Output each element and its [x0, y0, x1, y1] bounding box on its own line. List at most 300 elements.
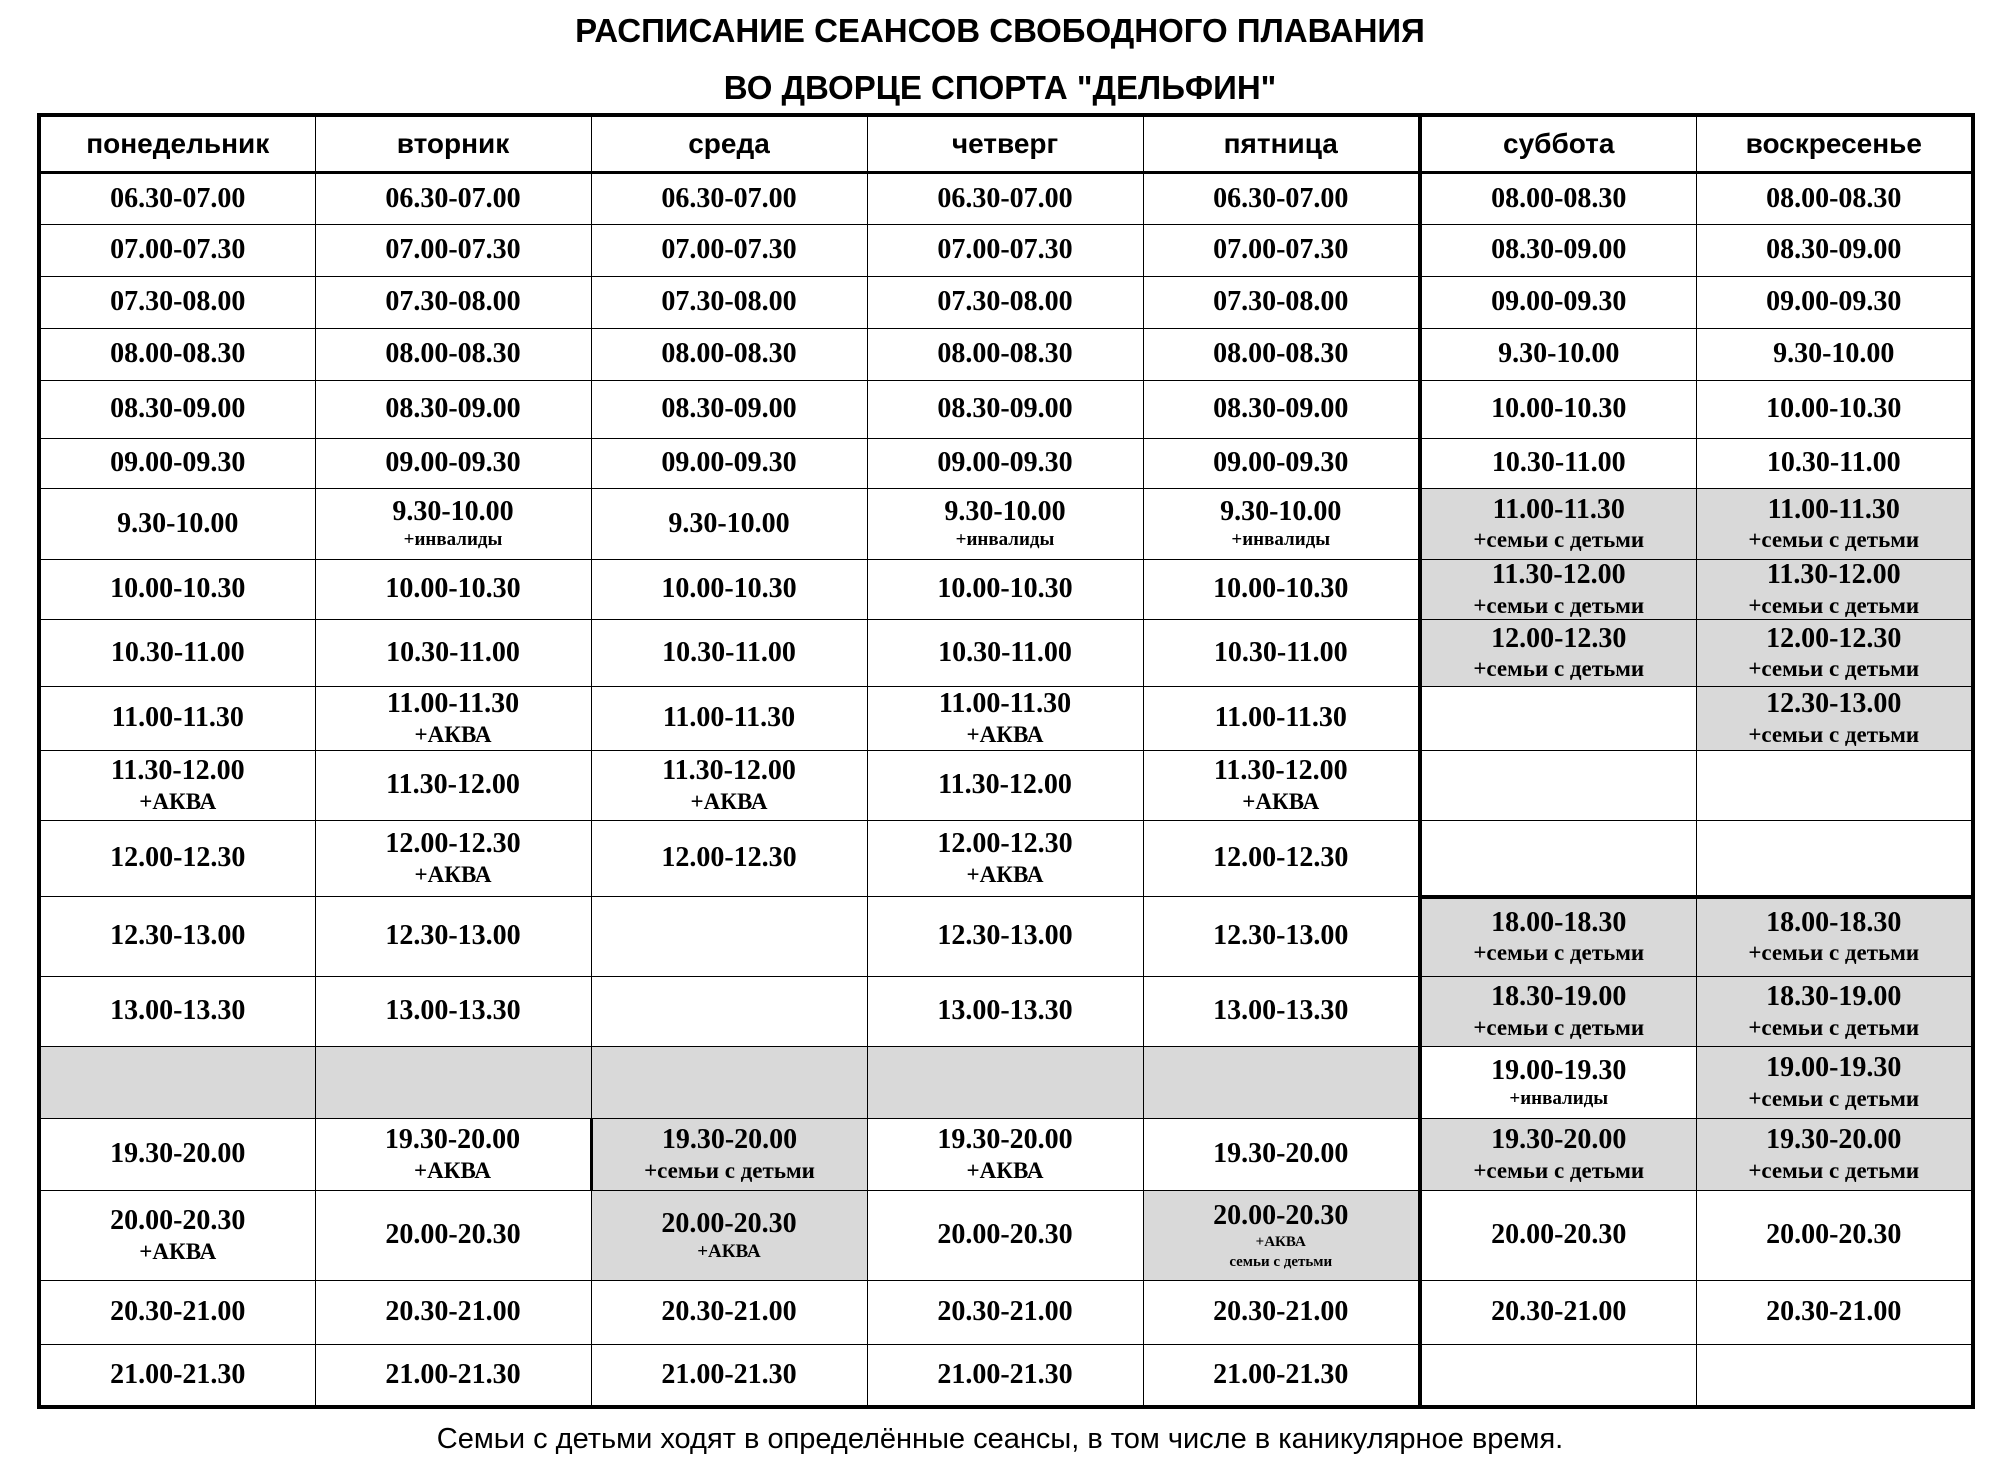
session-time: 19.00-19.30: [1766, 1052, 1902, 1084]
session-cell: [39, 439, 315, 489]
session-time: 10.30-11.00: [1213, 636, 1348, 668]
session-time: 06.30-07.00: [385, 182, 521, 214]
session-cell: [591, 1119, 867, 1191]
session-cell: [1696, 821, 1973, 897]
session-time: 08.30-09.00: [110, 393, 246, 425]
table-row: [39, 560, 1973, 620]
session-time: 11.30-12.00: [386, 769, 520, 801]
session-time: 21.00-21.30: [937, 1358, 1073, 1390]
session-cell: [39, 1345, 315, 1407]
session-time: 19.30-20.00: [1766, 1124, 1902, 1156]
session-cell: [867, 751, 1143, 821]
session-cell: [1420, 1345, 1696, 1407]
session-cell: [1420, 977, 1696, 1047]
session-cell: [1143, 329, 1420, 381]
session-cell: [1143, 277, 1420, 329]
session-time: 9.30-10.00: [668, 507, 790, 539]
session-time: 07.30-08.00: [937, 286, 1073, 318]
table-row: [39, 687, 1973, 751]
session-note: +семьи с детьми: [1473, 592, 1645, 618]
schedule-body: [39, 173, 1973, 1407]
session-time: 08.00-08.30: [110, 338, 246, 370]
table-row: [39, 173, 1973, 225]
session-cell: [1420, 751, 1696, 821]
table-row: [39, 1281, 1973, 1345]
table-row: [39, 225, 1973, 277]
session-cell: [1696, 560, 1973, 620]
session-cell: [1696, 489, 1973, 560]
session-time: 13.00-13.30: [1213, 995, 1349, 1027]
session-cell: [1420, 560, 1696, 620]
session-time: 9.30-10.00: [1773, 338, 1895, 370]
session-cell: [1696, 977, 1973, 1047]
session-time: 12.00-12.30: [661, 842, 797, 874]
session-note: семьи с детьми: [1229, 1253, 1333, 1270]
session-time: 08.30-09.00: [937, 393, 1073, 425]
session-time: 06.30-07.00: [661, 182, 797, 214]
session-cell: [1420, 821, 1696, 897]
session-cell: [1420, 620, 1696, 687]
session-cell: [315, 381, 591, 439]
session-cell: [1420, 439, 1696, 489]
session-note: +АКВА: [1242, 788, 1320, 814]
session-cell: [1143, 897, 1420, 977]
session-time: 10.30-11.00: [1766, 447, 1901, 479]
session-cell: [39, 329, 315, 381]
session-cell: [315, 687, 591, 751]
session-cell: [591, 381, 867, 439]
table-row: [39, 1191, 1973, 1281]
table-row: [39, 1047, 1973, 1119]
day-header: пятница: [1143, 115, 1420, 173]
session-cell: [315, 1281, 591, 1345]
session-cell: [591, 1345, 867, 1407]
session-note: +АКВА: [1255, 1234, 1306, 1251]
session-time: 10.00-10.30: [1766, 393, 1902, 425]
session-cell: [39, 381, 315, 439]
session-cell: [1420, 1191, 1696, 1281]
session-time: 11.30-12.00: [1491, 559, 1626, 591]
header-row: [39, 115, 1973, 173]
session-cell: [315, 821, 591, 897]
schedule-table: [37, 113, 1975, 1409]
session-cell: [867, 381, 1143, 439]
session-cell: [1420, 897, 1696, 977]
session-note: +АКВА: [414, 1157, 491, 1183]
day-header: среда: [591, 115, 867, 173]
session-time: 19.30-20.00: [1491, 1124, 1627, 1156]
session-time: 10.00-10.30: [1213, 573, 1349, 605]
session-time: 19.30-20.00: [384, 1124, 521, 1156]
session-note: +семьи с детьми: [1748, 1085, 1920, 1111]
session-cell: [591, 897, 867, 977]
session-time: 11.30-12.00: [938, 769, 1072, 801]
session-time: 13.00-13.30: [385, 995, 521, 1027]
session-note: +инвалиды: [403, 529, 503, 551]
session-cell: [867, 687, 1143, 751]
session-cell: [1696, 277, 1973, 329]
session-cell: [1696, 1119, 1973, 1191]
session-note: +семьи с детьми: [1473, 1014, 1645, 1040]
session-time: 20.00-20.30: [110, 1205, 246, 1237]
session-time: 10.00-10.30: [110, 573, 246, 605]
session-cell: [1696, 897, 1973, 977]
session-time: 12.00-12.30: [110, 842, 246, 874]
session-time: 21.00-21.30: [385, 1358, 521, 1390]
session-cell: [867, 225, 1143, 277]
session-cell: [1143, 560, 1420, 620]
session-cell: [39, 277, 315, 329]
session-cell: [1420, 381, 1696, 439]
session-cell: [591, 173, 867, 225]
session-cell: [39, 977, 315, 1047]
session-time: 11.00-11.30: [111, 702, 244, 734]
session-time: 19.30-20.00: [110, 1138, 246, 1170]
session-time: 20.30-21.00: [937, 1296, 1073, 1328]
session-cell: [39, 173, 315, 225]
session-time: 9.30-10.00: [117, 507, 239, 539]
session-note: +АКВА: [966, 721, 1044, 747]
session-time: 20.30-21.00: [1213, 1296, 1349, 1328]
session-cell: [39, 620, 315, 687]
day-header: понедельник: [39, 115, 315, 173]
session-cell: [867, 977, 1143, 1047]
session-cell: [39, 687, 315, 751]
session-cell: [867, 277, 1143, 329]
session-cell: [867, 560, 1143, 620]
session-time: 13.00-13.30: [110, 995, 246, 1027]
session-cell: [591, 977, 867, 1047]
session-cell: [867, 439, 1143, 489]
day-header: воскресенье: [1696, 115, 1973, 173]
session-cell: [591, 439, 867, 489]
session-time: 10.30-11.00: [386, 636, 520, 668]
session-cell: [1143, 977, 1420, 1047]
session-note: +АКВА: [139, 1238, 217, 1264]
session-cell: [867, 897, 1143, 977]
session-cell: [1696, 173, 1973, 225]
session-time: 07.00-07.30: [385, 234, 521, 266]
session-cell: [591, 821, 867, 897]
session-cell: [1143, 1047, 1420, 1119]
session-cell: [1143, 439, 1420, 489]
session-time: 18.00-18.30: [1766, 907, 1902, 939]
session-cell: [1143, 687, 1420, 751]
session-time: 06.30-07.00: [937, 182, 1073, 214]
session-note: +семьи с детьми: [1748, 940, 1920, 966]
table-row: [39, 381, 1973, 439]
session-time: 12.00-12.30: [937, 828, 1073, 860]
session-time: 07.00-07.30: [661, 234, 797, 266]
table-row: [39, 489, 1973, 560]
session-time: 08.00-08.30: [385, 338, 521, 370]
session-time: 09.00-09.30: [385, 447, 521, 479]
session-cell: [591, 687, 867, 751]
session-time: 12.30-13.00: [1766, 688, 1902, 720]
session-time: 08.30-09.00: [1491, 234, 1627, 266]
session-note: +семьи с детьми: [1748, 656, 1920, 682]
session-time: 08.00-08.30: [1766, 182, 1902, 214]
session-cell: [315, 560, 591, 620]
session-cell: [1420, 489, 1696, 560]
session-cell: [39, 225, 315, 277]
table-row: [39, 620, 1973, 687]
session-cell: [315, 751, 591, 821]
table-row: [39, 277, 1973, 329]
session-time: 21.00-21.30: [661, 1358, 797, 1390]
session-time: 09.00-09.30: [1766, 286, 1902, 318]
session-cell: [315, 1191, 591, 1281]
table-row: [39, 751, 1973, 821]
session-note: +АКВА: [414, 861, 492, 887]
day-header: четверг: [867, 115, 1143, 173]
session-time: 09.00-09.30: [1213, 447, 1349, 479]
session-cell: [1696, 1191, 1973, 1281]
session-cell: [315, 620, 591, 687]
session-cell: [1143, 751, 1420, 821]
session-cell: [39, 1047, 315, 1119]
session-time: 20.30-21.00: [110, 1296, 246, 1328]
session-time: 07.00-07.30: [937, 234, 1073, 266]
session-time: 20.00-20.30: [1766, 1219, 1902, 1251]
session-time: 11.30-12.00: [110, 755, 245, 787]
session-note: +семьи с детьми: [1748, 592, 1920, 618]
session-cell: [1696, 1345, 1973, 1407]
session-cell: [1696, 620, 1973, 687]
session-time: 11.00-11.30: [938, 688, 1072, 720]
session-note: +семьи с детьми: [644, 1157, 815, 1183]
session-time: 19.30-20.00: [937, 1124, 1073, 1156]
session-time: 11.00-11.30: [1214, 702, 1347, 734]
session-cell: [39, 751, 315, 821]
session-time: 11.30-12.00: [662, 755, 796, 787]
session-cell: [1420, 687, 1696, 751]
session-time: 18.00-18.30: [1491, 907, 1627, 939]
session-cell: [591, 225, 867, 277]
session-cell: [39, 560, 315, 620]
session-cell: [591, 560, 867, 620]
session-time: 20.00-20.30: [937, 1219, 1073, 1251]
session-time: 12.30-13.00: [1213, 920, 1349, 952]
session-cell: [591, 1281, 867, 1345]
session-time: 09.00-09.30: [937, 447, 1073, 479]
session-time: 12.00-12.30: [1766, 622, 1902, 654]
session-cell: [1696, 329, 1973, 381]
session-cell: [591, 1047, 867, 1119]
session-time: 20.00-20.30: [661, 1207, 797, 1239]
session-cell: [1143, 1191, 1420, 1281]
session-note: +инвалиды: [955, 529, 1055, 551]
session-note: +АКВА: [966, 1157, 1044, 1183]
session-cell: [867, 821, 1143, 897]
session-cell: [867, 1119, 1143, 1191]
session-time: 21.00-21.30: [110, 1358, 246, 1390]
session-time: 11.30-12.00: [1213, 755, 1348, 787]
session-note: +семьи с детьми: [1748, 1157, 1920, 1183]
session-cell: [315, 225, 591, 277]
session-cell: [1143, 381, 1420, 439]
session-cell: [315, 277, 591, 329]
session-time: 08.30-09.00: [1766, 234, 1902, 266]
session-time: 12.30-13.00: [385, 920, 521, 952]
session-time: 06.30-07.00: [110, 182, 246, 214]
session-cell: [1420, 1281, 1696, 1345]
table-row: [39, 897, 1973, 977]
session-time: 08.00-08.30: [937, 338, 1073, 370]
session-time: 9.30-10.00: [392, 496, 514, 528]
session-note: +семьи с детьми: [1748, 721, 1920, 747]
session-cell: [867, 1281, 1143, 1345]
session-cell: [1143, 1281, 1420, 1345]
session-time: 20.30-21.00: [1491, 1296, 1627, 1328]
session-note: +АКВА: [966, 861, 1044, 887]
session-cell: [591, 1191, 867, 1281]
session-cell: [591, 329, 867, 381]
session-time: 11.30-12.00: [1766, 559, 1901, 591]
session-time: 08.30-09.00: [1213, 393, 1349, 425]
session-cell: [1143, 173, 1420, 225]
session-cell: [315, 897, 591, 977]
session-time: 10.30-11.00: [938, 636, 1072, 668]
session-cell: [867, 489, 1143, 560]
session-time: 10.00-10.30: [1491, 393, 1627, 425]
table-row: [39, 1119, 1973, 1191]
session-time: 20.30-21.00: [385, 1296, 521, 1328]
session-cell: [1696, 687, 1973, 751]
session-cell: [39, 1119, 315, 1191]
session-time: 20.00-20.30: [1213, 1200, 1349, 1232]
table-row: [39, 977, 1973, 1047]
session-cell: [1420, 173, 1696, 225]
session-cell: [1143, 489, 1420, 560]
session-time: 07.30-08.00: [385, 286, 521, 318]
session-time: 11.00-11.30: [662, 702, 796, 734]
session-cell: [1696, 381, 1973, 439]
session-note: +АКВА: [414, 721, 492, 747]
session-cell: [1143, 1345, 1420, 1407]
session-cell: [315, 329, 591, 381]
session-cell: [591, 751, 867, 821]
session-time: 18.30-19.00: [1766, 981, 1902, 1013]
session-cell: [591, 489, 867, 560]
session-cell: [1696, 225, 1973, 277]
footer-note: Семьи с детьми ходят в определённые сеансы, в том числе в каникулярное время.: [436, 1423, 1564, 1455]
session-time: 11.00-11.30: [1767, 493, 1900, 525]
session-cell: [591, 620, 867, 687]
session-time: 09.00-09.30: [110, 447, 246, 479]
session-note: +АКВА: [697, 1240, 761, 1262]
session-time: 07.30-08.00: [110, 286, 246, 318]
session-time: 07.00-07.30: [110, 234, 246, 266]
session-time: 9.30-10.00: [944, 496, 1066, 528]
session-time: 12.30-13.00: [110, 920, 246, 952]
session-time: 11.00-11.30: [386, 688, 520, 720]
session-cell: [1696, 1281, 1973, 1345]
page-title: РАСПИСАНИЕ СЕАНСОВ СВОБОДНОГО ПЛАВАНИЯ: [575, 12, 1425, 49]
session-cell: [867, 1191, 1143, 1281]
session-cell: [1143, 225, 1420, 277]
session-note: +семьи с детьми: [1473, 1157, 1645, 1183]
session-time: 21.00-21.30: [1213, 1358, 1349, 1390]
session-time: 08.00-08.30: [1213, 338, 1349, 370]
session-time: 20.00-20.30: [1491, 1219, 1627, 1251]
session-cell: [1420, 277, 1696, 329]
session-time: 08.30-09.00: [661, 393, 797, 425]
session-note: +семьи с детьми: [1748, 527, 1920, 553]
session-note: +АКВА: [139, 788, 217, 814]
session-time: 12.00-12.30: [1491, 622, 1627, 654]
session-note: +инвалиды: [1231, 529, 1331, 551]
session-cell: [867, 173, 1143, 225]
session-cell: [315, 1119, 591, 1191]
session-time: 10.00-10.30: [661, 573, 797, 605]
session-cell: [1420, 1119, 1696, 1191]
session-time: 19.30-20.00: [1213, 1138, 1349, 1170]
session-time: 19.00-19.30: [1491, 1054, 1627, 1086]
session-cell: [867, 1345, 1143, 1407]
session-cell: [1696, 1047, 1973, 1119]
session-time: 10.30-11.00: [1491, 447, 1626, 479]
session-time: 09.00-09.30: [661, 447, 797, 479]
session-time: 20.00-20.30: [385, 1219, 521, 1251]
session-time: 08.30-09.00: [385, 393, 521, 425]
table-row: [39, 1345, 1973, 1407]
session-time: 12.00-12.30: [1213, 842, 1349, 874]
session-cell: [315, 1047, 591, 1119]
session-time: 06.30-07.00: [1213, 182, 1349, 214]
session-cell: [1420, 225, 1696, 277]
session-cell: [867, 1047, 1143, 1119]
session-cell: [39, 1191, 315, 1281]
session-cell: [39, 821, 315, 897]
session-time: 10.00-10.30: [385, 573, 521, 605]
session-cell: [315, 1345, 591, 1407]
session-time: 08.00-08.30: [661, 338, 797, 370]
session-cell: [867, 329, 1143, 381]
session-cell: [39, 897, 315, 977]
session-cell: [315, 173, 591, 225]
session-cell: [1420, 1047, 1696, 1119]
session-cell: [39, 489, 315, 560]
session-cell: [1420, 329, 1696, 381]
session-time: 13.00-13.30: [937, 995, 1073, 1027]
session-cell: [1143, 821, 1420, 897]
day-header: суббота: [1420, 115, 1696, 173]
session-time: 08.00-08.30: [1491, 182, 1627, 214]
session-note: +АКВА: [690, 788, 768, 814]
session-note: +семьи с детьми: [1473, 656, 1645, 682]
session-cell: [39, 1281, 315, 1345]
session-time: 12.30-13.00: [937, 920, 1073, 952]
session-time: 07.30-08.00: [661, 286, 797, 318]
session-cell: [1696, 439, 1973, 489]
session-cell: [1143, 1119, 1420, 1191]
session-note: +инвалиды: [1509, 1087, 1609, 1109]
session-time: 12.00-12.30: [385, 828, 521, 860]
session-time: 9.30-10.00: [1498, 338, 1620, 370]
session-cell: [591, 277, 867, 329]
session-cell: [315, 439, 591, 489]
session-time: 10.00-10.30: [937, 573, 1073, 605]
table-row: [39, 329, 1973, 381]
table-row: [39, 821, 1973, 897]
session-time: 10.30-11.00: [662, 636, 796, 668]
session-time: 20.30-21.00: [1766, 1296, 1902, 1328]
session-cell: [1143, 620, 1420, 687]
session-cell: [315, 977, 591, 1047]
session-time: 18.30-19.00: [1491, 981, 1627, 1013]
session-time: 11.00-11.30: [1492, 493, 1625, 525]
